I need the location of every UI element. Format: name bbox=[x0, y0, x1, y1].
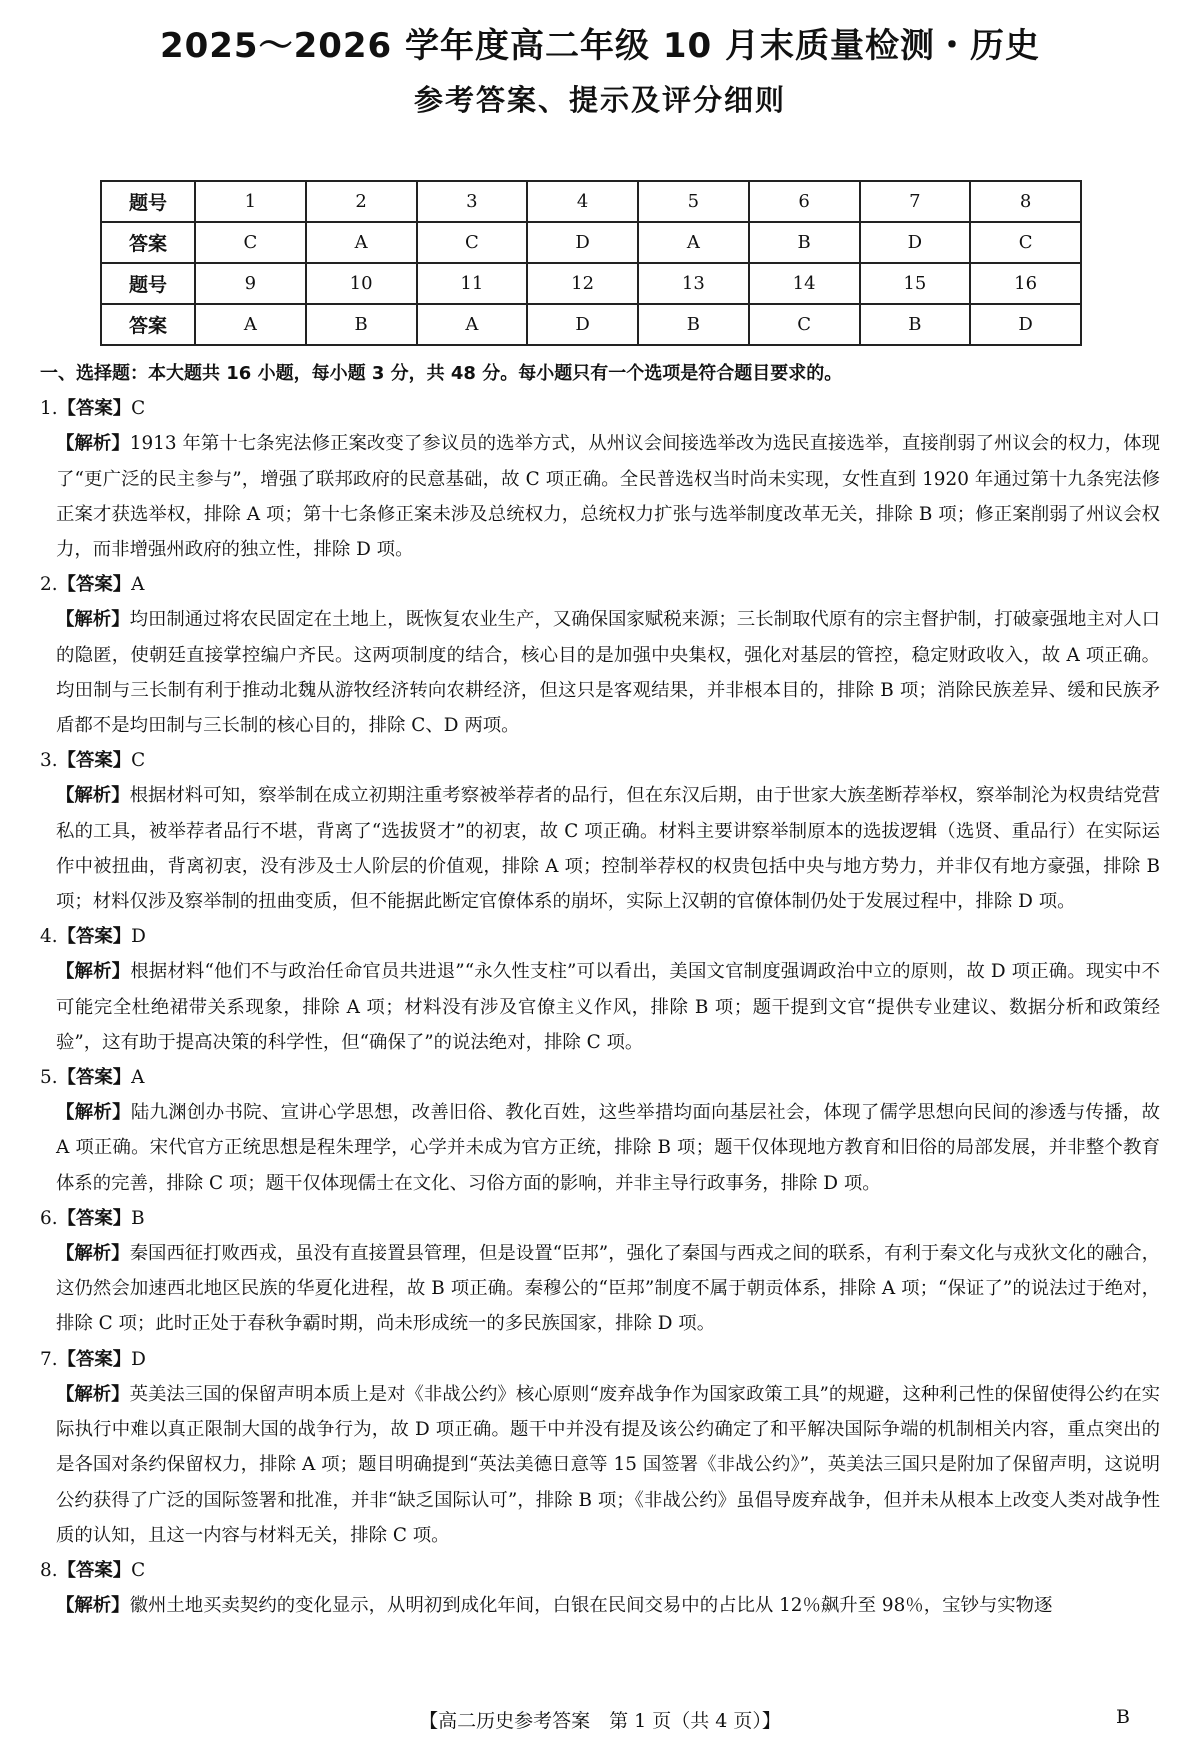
answer-row bbox=[101, 222, 1081, 263]
answer-explanations bbox=[40, 356, 1160, 1623]
question-number: 3. bbox=[40, 750, 58, 772]
answer-tag: 【答案】 bbox=[57, 1067, 132, 1089]
analysis-tag: 【解析】 bbox=[56, 961, 131, 983]
question-block bbox=[40, 567, 1160, 743]
answer-tag: 【答案】 bbox=[57, 574, 132, 596]
row-label: 题号 bbox=[101, 263, 195, 304]
paper-version: B bbox=[1116, 1706, 1130, 1728]
analysis-tag: 【解析】 bbox=[56, 433, 130, 455]
page-title: 2025～2026 学年度高二年级 10 月末质量检测・历史 bbox=[159, 26, 1041, 66]
answer-tag: 【答案】 bbox=[57, 1559, 132, 1581]
answer-tag: 【答案】 bbox=[57, 1207, 132, 1229]
answer-line bbox=[40, 567, 1160, 602]
analysis-tag: 【解析】 bbox=[56, 1595, 130, 1617]
question-list bbox=[40, 391, 1160, 1623]
page-footer: 【高二历史参考答案 第 1 页（共 4 页）】 bbox=[419, 1710, 781, 1732]
table-cell: 13 bbox=[638, 263, 749, 304]
question-block bbox=[40, 1060, 1160, 1201]
table-cell: 15 bbox=[860, 263, 971, 304]
table-cell: A bbox=[306, 222, 417, 263]
question-block bbox=[40, 1553, 1160, 1623]
answer-tag: 【答案】 bbox=[57, 1348, 132, 1370]
table-cell: 11 bbox=[417, 263, 528, 304]
analysis-paragraph bbox=[40, 602, 1160, 743]
analysis-paragraph bbox=[40, 954, 1160, 1060]
table-cell: A bbox=[638, 222, 749, 263]
answer-choice: C bbox=[131, 750, 146, 772]
table-cell: 8 bbox=[970, 181, 1081, 222]
table-cell: 7 bbox=[860, 181, 971, 222]
question-block bbox=[40, 743, 1160, 919]
question-number: 1. bbox=[40, 398, 58, 420]
analysis-paragraph bbox=[40, 426, 1160, 567]
table-cell: 12 bbox=[527, 263, 638, 304]
answer-choice: C bbox=[131, 1559, 146, 1581]
page-subtitle: 参考答案、提示及评分细则 bbox=[413, 83, 786, 117]
question-block bbox=[40, 1201, 1160, 1342]
table-cell: 2 bbox=[306, 181, 417, 222]
table-cell: 14 bbox=[749, 263, 860, 304]
analysis-text: 根据材料可知，察举制在成立初期注重考察被举荐者的品行，但在东汉后期，由于世家大族垄断荐举权，察举制沦为权贵结党营私的工具，被举荐者品行不堪，背离了“选拔贤才”的初衷，故 C 项正确。材料主要讲察举制原本的选拔逻辑（选贤、重品行）在实际运作中被扭曲，背离初衷，没有涉及士人阶层的价值观，排除 A 项；控制举荐权的权贵包括中央与地方势力，并非仅有地方豪强，排除 B 项；材料仅涉及察举制的扭曲变质，但不能据此断定官僚体系的崩坏，实际上汉朝的官僚体制仍处于发展过程中，排除 D 项。 bbox=[56, 785, 1160, 913]
table-cell: A bbox=[417, 304, 528, 345]
table-cell: 10 bbox=[306, 263, 417, 304]
row-label: 答案 bbox=[101, 222, 195, 263]
table-cell: D bbox=[527, 304, 638, 345]
analysis-paragraph bbox=[40, 1095, 1160, 1201]
table-cell: 16 bbox=[970, 263, 1081, 304]
section-heading: 一、选择题：本大题共 16 小题，每小题 3 分，共 48 分。每小题只有一个选项是符合题目要求的。 bbox=[40, 363, 843, 384]
analysis-text: 1913 年第十七条宪法修正案改变了参议员的选举方式，从州议会间接选举改为选民直接选举，直接削弱了州议会的权力，体现了“更广泛的民主参与”，增强了联邦政府的民意基础，故 C 项正确。全民普选权当时尚未实现，女性直到 1920 年通过第十九条宪法修正案才获选举权，排除 A 项；第十七条修正案未涉及总统权力，总统权力扩张与选举制度改革无关，排除 B 项；修正案削弱了州议会权力，而非增强州政府的独立性，排除 D 项。 bbox=[56, 433, 1160, 561]
answer-choice: A bbox=[131, 574, 145, 596]
table-cell: C bbox=[970, 222, 1081, 263]
analysis-text: 均田制通过将农民固定在土地上，既恢复农业生产，又确保国家赋税来源；三长制取代原有的宗主督护制，打破豪强地主对人口的隐匿，使朝廷直接掌控编户齐民。这两项制度的结合，核心目的是加强中央集权，强化对基层的管控，稳定财政收入，故 A 项正确。均田制与三长制有利于推动北魏从游牧经济转向农耕经济，但这只是客观结果，并非根本目的，排除 B 项；消除民族差异、缓和民族矛盾都不是均田制与三长制的核心目的，排除 C、D 两项。 bbox=[56, 609, 1160, 737]
question-block bbox=[40, 391, 1160, 567]
table-cell: A bbox=[195, 304, 306, 345]
table-cell: B bbox=[860, 304, 971, 345]
question-number: 7. bbox=[40, 1348, 58, 1370]
table-cell: C bbox=[417, 222, 528, 263]
answer-table bbox=[100, 180, 1082, 346]
analysis-text: 秦国西征打败西戎，虽没有直接置县管理，但是设置“臣邦”，强化了秦国与西戎之间的联系，有利于秦文化与戎狄文化的融合，这仍然会加速西北地区民族的华夏化进程，故 B 项正确。秦穆公的“臣邦”制度不属于朝贡体系，排除 A 项；“保证了”的说法过于绝对，排除 C 项；此时正处于春秋争霸时期，尚未形成统一的多民族国家，排除 D 项。 bbox=[56, 1243, 1160, 1335]
analysis-paragraph bbox=[40, 778, 1160, 919]
table-cell: 9 bbox=[195, 263, 306, 304]
answer-key-table bbox=[100, 180, 1082, 346]
answer-line bbox=[40, 1060, 1160, 1095]
table-cell: 1 bbox=[195, 181, 306, 222]
answer-choice: D bbox=[131, 1348, 146, 1370]
analysis-text: 陆九渊创办书院、宣讲心学思想，改善旧俗、教化百姓，这些举措均面向基层社会，体现了儒学思想向民间的渗透与传播，故 A 项正确。宋代官方正统思想是程朱理学，心学并未成为官方正统，排除 B 项；题干仅体现地方教育和旧俗的局部发展，并非整个教育体系的完善，排除 C 项；题干仅体现儒士在文化、习俗方面的影响，并非主导行政事务，排除 D 项。 bbox=[56, 1102, 1160, 1194]
answer-tag: 【答案】 bbox=[57, 750, 132, 772]
analysis-tag: 【解析】 bbox=[56, 785, 130, 807]
analysis-tag: 【解析】 bbox=[56, 1243, 130, 1265]
analysis-tag: 【解析】 bbox=[56, 609, 130, 631]
table-cell: B bbox=[306, 304, 417, 345]
answer-choice: A bbox=[131, 1067, 145, 1089]
question-number: 5. bbox=[40, 1067, 58, 1089]
question-block bbox=[40, 1342, 1160, 1553]
analysis-paragraph bbox=[40, 1236, 1160, 1342]
answer-choice: D bbox=[131, 926, 146, 948]
table-cell: 3 bbox=[417, 181, 528, 222]
analysis-tag: 【解析】 bbox=[56, 1383, 130, 1405]
question-block bbox=[40, 919, 1160, 1060]
question-number: 6. bbox=[40, 1207, 58, 1229]
analysis-paragraph bbox=[40, 1588, 1160, 1623]
analysis-text: 英美法三国的保留声明本质上是对《非战公约》核心原则“废弃战争作为国家政策工具”的规避，这种利己性的保留使得公约在实际执行中难以真正限制大国的战争行为，故 D 项正确。题干中并没有提及该公约确定了和平解决国际争端的机制相关内容，重点突出的是各国对条约保留权力，排除 A 项；题目明确提到“英法美德日意等 15 国签署《非战公约》”，英美法三国只是附加了保留声明，这说明公约获得了广泛的国际签署和批准，并非“缺乏国际认可”，排除 B 项；《非战公约》虽倡导废弃战争，但并未从根本上改变人类对战争性质的认知，且这一内容与材料无关，排除 C 项。 bbox=[56, 1383, 1160, 1546]
answer-line bbox=[40, 1201, 1160, 1236]
question-number: 8. bbox=[40, 1559, 58, 1581]
row-label: 答案 bbox=[101, 304, 195, 345]
answer-choice: B bbox=[131, 1207, 145, 1229]
question-number: 2. bbox=[40, 574, 58, 596]
question-number: 4. bbox=[40, 926, 58, 948]
table-cell: D bbox=[970, 304, 1081, 345]
number-row bbox=[101, 263, 1081, 304]
table-cell: 6 bbox=[749, 181, 860, 222]
analysis-text: 根据材料“他们不与政治任命官员共进退”“永久性支柱”可以看出，美国文官制度强调政治中立的原则，故 D 项正确。现实中不可能完全杜绝裙带关系现象，排除 A 项；材料没有涉及官僚主义作风，排除 B 项；题干提到文官“提供专业建议、数据分析和政策经验”，这有助于提高决策的科学性，但“确保了”的说法绝对，排除 C 项。 bbox=[56, 961, 1160, 1053]
answer-tag: 【答案】 bbox=[57, 926, 132, 948]
table-cell: D bbox=[527, 222, 638, 263]
answer-line bbox=[40, 1553, 1160, 1588]
answer-line bbox=[40, 391, 1160, 426]
analysis-text: 徽州土地买卖契约的变化显示，从明初到成化年间，白银在民间交易中的占比从 12％飙升至 98％，宝钞与实物逐 bbox=[129, 1595, 1053, 1617]
table-cell: D bbox=[860, 222, 971, 263]
answer-line bbox=[40, 743, 1160, 778]
row-label: 题号 bbox=[101, 181, 195, 222]
answer-row bbox=[101, 304, 1081, 345]
table-cell: B bbox=[638, 304, 749, 345]
answer-line bbox=[40, 1342, 1160, 1377]
table-cell: C bbox=[749, 304, 860, 345]
analysis-tag: 【解析】 bbox=[56, 1102, 131, 1124]
answer-tag: 【答案】 bbox=[57, 398, 132, 420]
table-cell: 5 bbox=[638, 181, 749, 222]
analysis-paragraph bbox=[40, 1377, 1160, 1553]
answer-line bbox=[40, 919, 1160, 954]
answer-choice: C bbox=[131, 398, 146, 420]
table-cell: B bbox=[749, 222, 860, 263]
table-cell: 4 bbox=[527, 181, 638, 222]
table-cell: C bbox=[195, 222, 306, 263]
number-row bbox=[101, 181, 1081, 222]
